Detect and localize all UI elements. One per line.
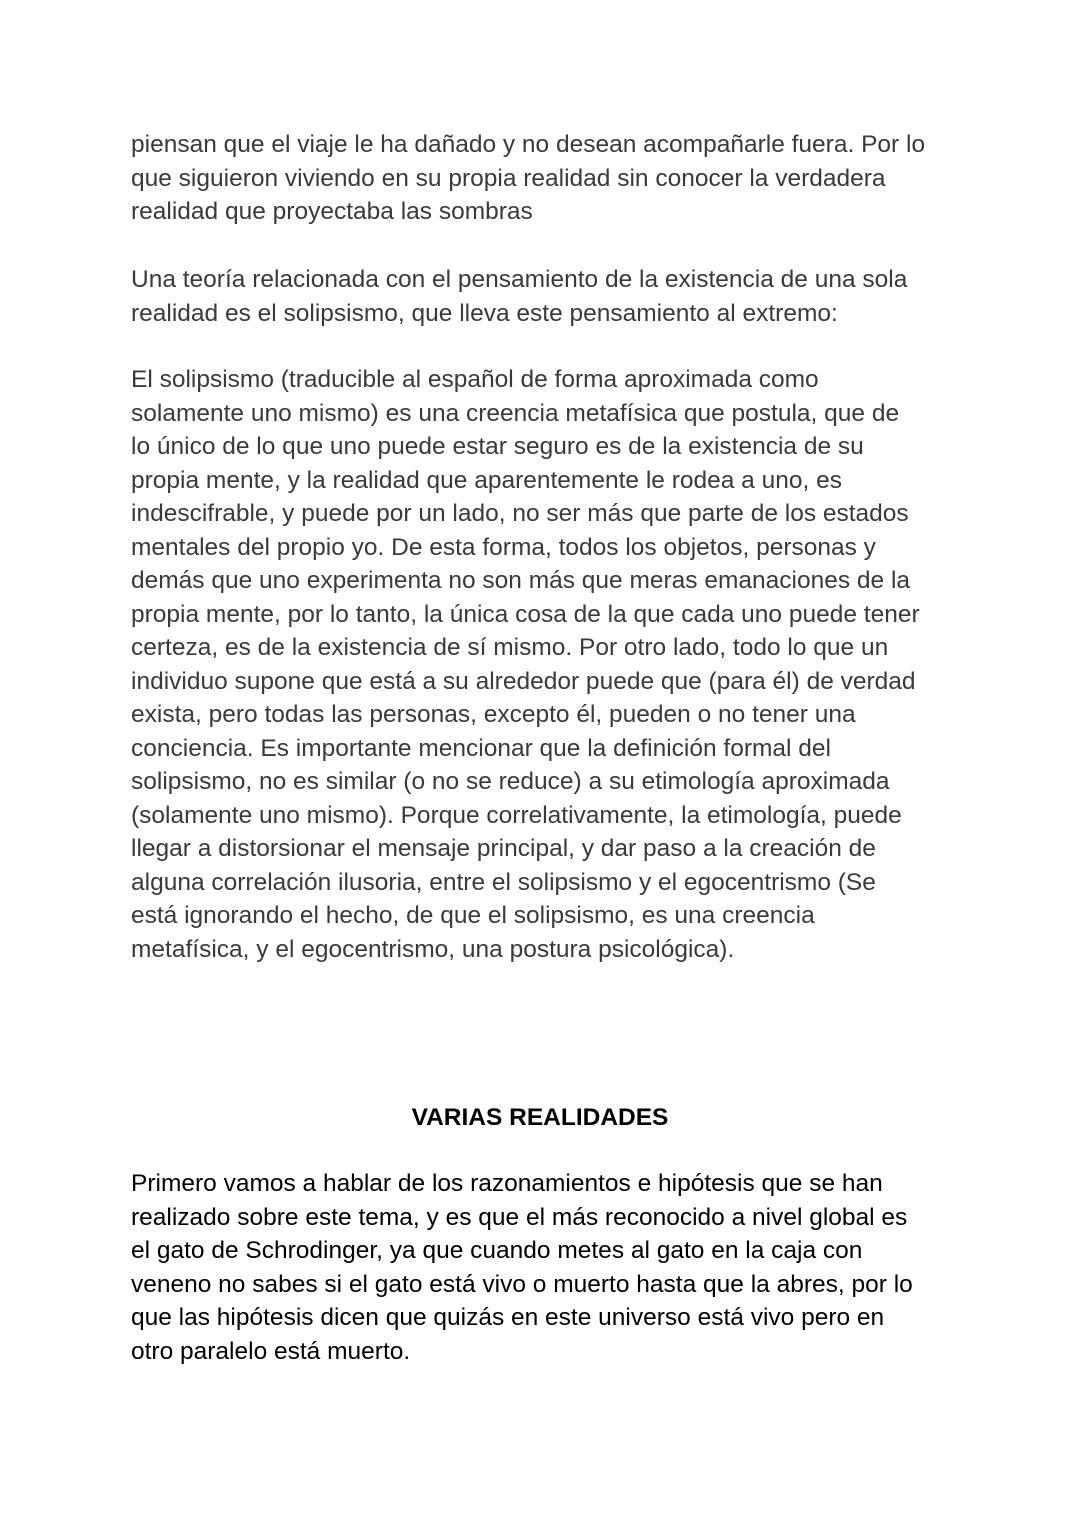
text-line: solamente uno mismo) es una creencia metafísica que postula, que de	[131, 399, 900, 427]
text-line: metafísica, y el egocentrismo, una postura psicológica).	[131, 935, 735, 963]
text-line: veneno no sabes si el gato está vivo o muerto hasta que la abres, por lo	[131, 1270, 913, 1298]
paragraph-schrodinger	[131, 1167, 913, 1368]
paragraph-cave-ending	[131, 128, 925, 229]
text-line: propia mente, y la realidad que aparentemente le rodea a uno, es	[131, 466, 842, 494]
text-line: (solamente uno mismo). Porque correlativamente, la etimología, puede	[131, 801, 902, 829]
text-line: realizado sobre este tema, y es que el más reconocido a nivel global es	[131, 1203, 908, 1231]
text-line: Primero vamos a hablar de los razonamientos e hipótesis que se han	[131, 1170, 883, 1197]
text-line: El solipsismo (traducible al español de forma aproximada como	[131, 366, 819, 393]
text-line: el gato de Schrodinger, ya que cuando metes al gato en la caja con	[131, 1237, 863, 1264]
text-line: mentales del propio yo. De esta forma, todos los objetos, personas y	[131, 533, 876, 561]
text-line: certeza, es de la existencia de sí mismo. Por otro lado, todo lo que un	[131, 634, 889, 661]
text-line: indescifrable, y puede por un lado, no ser más que parte de los estados	[131, 500, 909, 527]
paragraph-solipsism-definition	[131, 363, 920, 966]
text-line: que siguieron viviendo en su propia realidad sin conocer la verdadera	[131, 164, 886, 192]
text-line: llegar a distorsionar el mensaje principal, y dar paso a la creación de	[131, 835, 876, 862]
text-line: individuo supone que está a su alrededor puede que (para él) de verdad	[131, 667, 916, 695]
text-line: exista, pero todas las personas, excepto él, pueden o no tener una	[131, 701, 856, 728]
text-line: conciencia. Es importante mencionar que la definición formal del	[131, 734, 831, 762]
text-line: está ignorando el hecho, de que el solipsismo, es una creencia	[131, 902, 815, 929]
text-line: realidad que proyectaba las sombras	[131, 198, 533, 225]
paragraph-solipsism-intro	[131, 263, 907, 330]
section-heading: VARIAS REALIDADES	[411, 1104, 669, 1131]
text-line: realidad es el solipsismo, que lleva este pensamiento al extremo:	[131, 299, 838, 327]
text-line: demás que uno experimenta no son más que meras emanaciones de la	[131, 567, 911, 594]
text-line: propia mente, por lo tanto, la única cosa de la que cada uno puede tener	[131, 600, 920, 628]
text-line: otro paralelo está muerto.	[131, 1337, 411, 1365]
text-line: solipsismo, no es similar (o no se reduce) a su etimología aproximada	[131, 768, 890, 795]
text-line: que las hipótesis dicen que quizás en este universo está vivo pero en	[131, 1304, 885, 1331]
text-line: lo único de lo que uno puede estar seguro es de la existencia de su	[131, 433, 864, 460]
text-line: Una teoría relacionada con el pensamiento de la existencia de una sola	[131, 266, 908, 293]
text-line: alguna correlación ilusoria, entre el solipsismo y el egocentrismo (Se	[131, 868, 876, 896]
text-line: piensan que el viaje le ha dañado y no desean acompañarle fuera. Por lo	[131, 131, 926, 158]
